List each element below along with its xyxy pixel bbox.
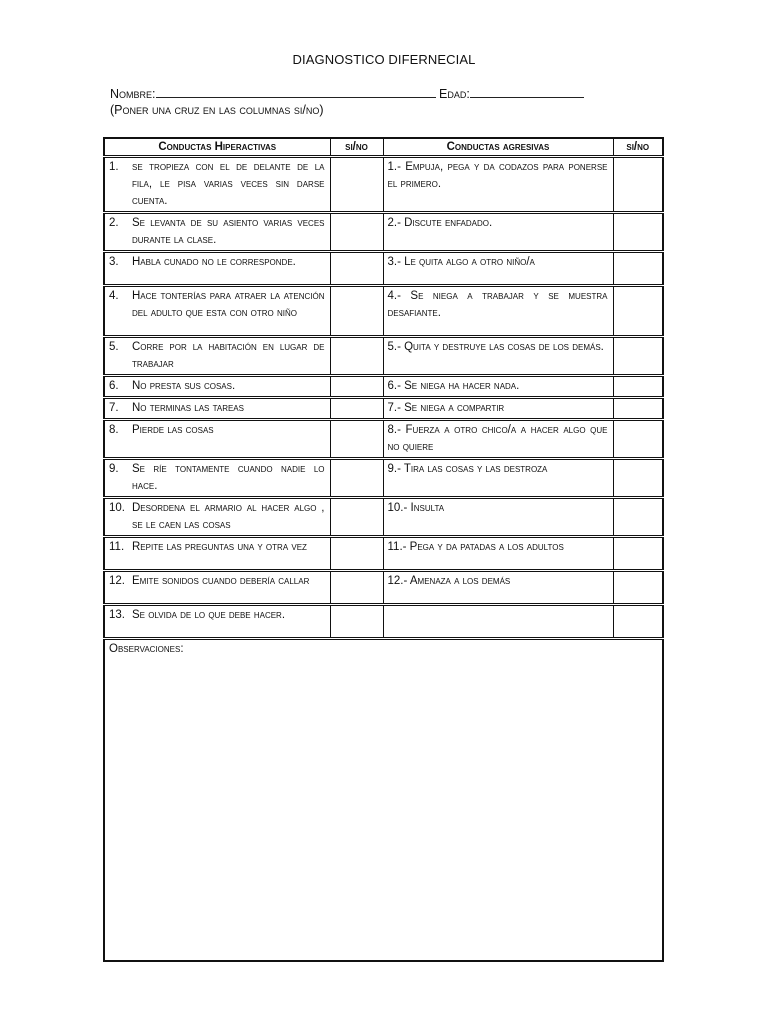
aggressive-behavior-text: 8.- Fuerza a otro chico/a a hacer algo que no quiere (387, 424, 608, 453)
table-row (104, 376, 663, 398)
observations-label: Observaciones: (109, 643, 184, 655)
table-row (104, 605, 663, 639)
aggressive-behavior-text: 11.- Pega y da patadas a los adultos (387, 541, 564, 553)
hyperactive-behavior-text: Repite las preguntas una y otra vez (132, 541, 307, 553)
hyperactive-behavior-cell (104, 498, 330, 537)
table-row (104, 459, 663, 498)
hyperactive-behavior-text: Habla cunado no le corresponde. (132, 256, 296, 268)
header-sino-right: si/no (613, 138, 663, 157)
aggressive-behavior-text: 9.- Tira las cosas y las destroza (387, 463, 548, 475)
hyperactive-behavior-text: Se olvida de lo que debe hacer. (132, 609, 286, 621)
sino-checkbox-right[interactable] (613, 213, 663, 252)
nombre-field[interactable] (156, 86, 436, 98)
hyperactive-behavior-text: Emite sonidos cuando debería callar (132, 575, 310, 587)
behavior-number: 3. (109, 256, 119, 268)
table-row (104, 337, 663, 376)
sino-checkbox-right[interactable] (613, 337, 663, 376)
aggressive-behavior-cell (383, 420, 613, 459)
hyperactive-behavior-cell (104, 376, 330, 398)
aggressive-behavior-cell (383, 157, 613, 213)
behavior-number: 8. (109, 424, 119, 436)
sino-checkbox-left[interactable] (330, 605, 383, 639)
hyperactive-behavior-text: No terminas las tareas (132, 402, 244, 414)
sino-checkbox-right[interactable] (613, 605, 663, 639)
aggressive-behavior-cell (383, 571, 613, 605)
aggressive-behavior-cell (383, 537, 613, 571)
edad-field[interactable] (470, 86, 584, 98)
aggressive-behavior-text: 2.- Discute enfadado. (387, 217, 493, 229)
aggressive-behavior-cell (383, 252, 613, 286)
aggressive-behavior-cell (383, 605, 613, 639)
aggressive-behavior-text: 5.- Quita y destruye las cosas de los demás. (387, 341, 604, 353)
header-hyperactive: Conductas Hiperactivas (104, 138, 330, 157)
aggressive-behavior-cell (383, 213, 613, 252)
aggressive-behavior-text: 12.- Amenaza a los demás (387, 575, 511, 587)
sino-checkbox-right[interactable] (613, 398, 663, 420)
hyperactive-behavior-cell (104, 337, 330, 376)
header-aggressive: Conductas agresivas (383, 138, 613, 157)
observations-cell[interactable] (104, 639, 663, 962)
sino-checkbox-right[interactable] (613, 420, 663, 459)
aggressive-behavior-text: 4.- Se niega a trabajar y se muestra desafiante. (387, 290, 608, 319)
sino-checkbox-left[interactable] (330, 337, 383, 376)
behavior-number: 10. (109, 502, 125, 514)
behavior-number: 6. (109, 380, 119, 392)
table-row (104, 537, 663, 571)
table-row (104, 571, 663, 605)
hyperactive-behavior-text: Se levanta de su asiento varias veces durante la clase. (132, 217, 325, 246)
aggressive-behavior-text: 6.- Se niega ha hacer nada. (387, 380, 520, 392)
sino-checkbox-right[interactable] (613, 157, 663, 213)
hyperactive-behavior-text: se tropieza con el de delante de la fila, le pisa varias veces sin darse cuenta. (132, 161, 325, 207)
form-fields (110, 86, 584, 101)
aggressive-behavior-cell (383, 337, 613, 376)
aggressive-behavior-text: 10.- Insulta (387, 502, 445, 514)
behavior-number: 4. (109, 290, 119, 302)
sino-checkbox-left[interactable] (330, 213, 383, 252)
table-row (104, 498, 663, 537)
sino-checkbox-left[interactable] (330, 376, 383, 398)
sino-checkbox-right[interactable] (613, 252, 663, 286)
sino-checkbox-left[interactable] (330, 537, 383, 571)
sino-checkbox-right[interactable] (613, 537, 663, 571)
aggressive-behavior-text: 1.- Empuja, pega y da codazos para ponerse el primero. (387, 161, 608, 190)
aggressive-behavior-cell (383, 286, 613, 337)
behavior-number: 2. (109, 217, 119, 229)
behavior-number: 9. (109, 463, 119, 475)
aggressive-behavior-text: 7.- Se niega a compartir (387, 402, 505, 414)
hyperactive-behavior-cell (104, 286, 330, 337)
table-row (104, 252, 663, 286)
aggressive-behavior-cell (383, 498, 613, 537)
table-row (104, 286, 663, 337)
hyperactive-behavior-text: Desordena el armario al hacer algo , se le caen las cosas (132, 502, 325, 531)
sino-checkbox-right[interactable] (613, 498, 663, 537)
page-title: DIAGNOSTICO DIFERNECIAL (292, 52, 476, 67)
table-row (104, 398, 663, 420)
hyperactive-behavior-cell (104, 571, 330, 605)
hyperactive-behavior-cell (104, 459, 330, 498)
behavior-number: 12. (109, 575, 125, 587)
table-row (104, 213, 663, 252)
sino-checkbox-right[interactable] (613, 286, 663, 337)
sino-checkbox-left[interactable] (330, 398, 383, 420)
hyperactive-behavior-cell (104, 157, 330, 213)
sino-checkbox-right[interactable] (613, 571, 663, 605)
aggressive-behavior-cell (383, 459, 613, 498)
behavior-number: 1. (109, 161, 119, 173)
header-sino-left: si/no (330, 138, 383, 157)
behavior-number: 11. (109, 541, 125, 553)
hyperactive-behavior-cell (104, 537, 330, 571)
sino-checkbox-left[interactable] (330, 157, 383, 213)
hyperactive-behavior-cell (104, 605, 330, 639)
table-row (104, 420, 663, 459)
behavior-number: 13. (109, 609, 125, 621)
hyperactive-behavior-text: Se ríe tontamente cuando nadie lo hace. (132, 463, 325, 492)
behavior-number: 5. (109, 341, 119, 353)
sino-checkbox-left[interactable] (330, 252, 383, 286)
sino-checkbox-left[interactable] (330, 459, 383, 498)
behavior-table (103, 137, 664, 962)
instruction-text: (Poner una cruz en las columnas si/no) (110, 103, 324, 117)
sino-checkbox-left[interactable] (330, 286, 383, 337)
observations-row (104, 639, 663, 962)
hyperactive-behavior-cell (104, 398, 330, 420)
table-row (104, 157, 663, 213)
hyperactive-behavior-text: No presta sus cosas. (132, 380, 236, 392)
hyperactive-behavior-cell (104, 213, 330, 252)
edad-label: Edad: (439, 87, 470, 101)
hyperactive-behavior-cell (104, 420, 330, 459)
nombre-label: Nombre: (110, 87, 156, 101)
aggressive-behavior-text: 3.- Le quita algo a otro niño/a (387, 256, 535, 268)
sino-checkbox-left[interactable] (330, 420, 383, 459)
aggressive-behavior-cell (383, 376, 613, 398)
behavior-number: 7. (109, 402, 119, 414)
sino-checkbox-left[interactable] (330, 571, 383, 605)
hyperactive-behavior-text: Pierde las cosas (132, 424, 214, 436)
aggressive-behavior-cell (383, 398, 613, 420)
hyperactive-behavior-cell (104, 252, 330, 286)
sino-checkbox-right[interactable] (613, 459, 663, 498)
hyperactive-behavior-text: Hace tonterías para atraer la atención del adulto que esta con otro niño (132, 290, 325, 319)
sino-checkbox-left[interactable] (330, 498, 383, 537)
hyperactive-behavior-text: Corre por la habitación en lugar de trabajar (132, 341, 325, 370)
sino-checkbox-right[interactable] (613, 376, 663, 398)
table-header-row (104, 138, 663, 157)
